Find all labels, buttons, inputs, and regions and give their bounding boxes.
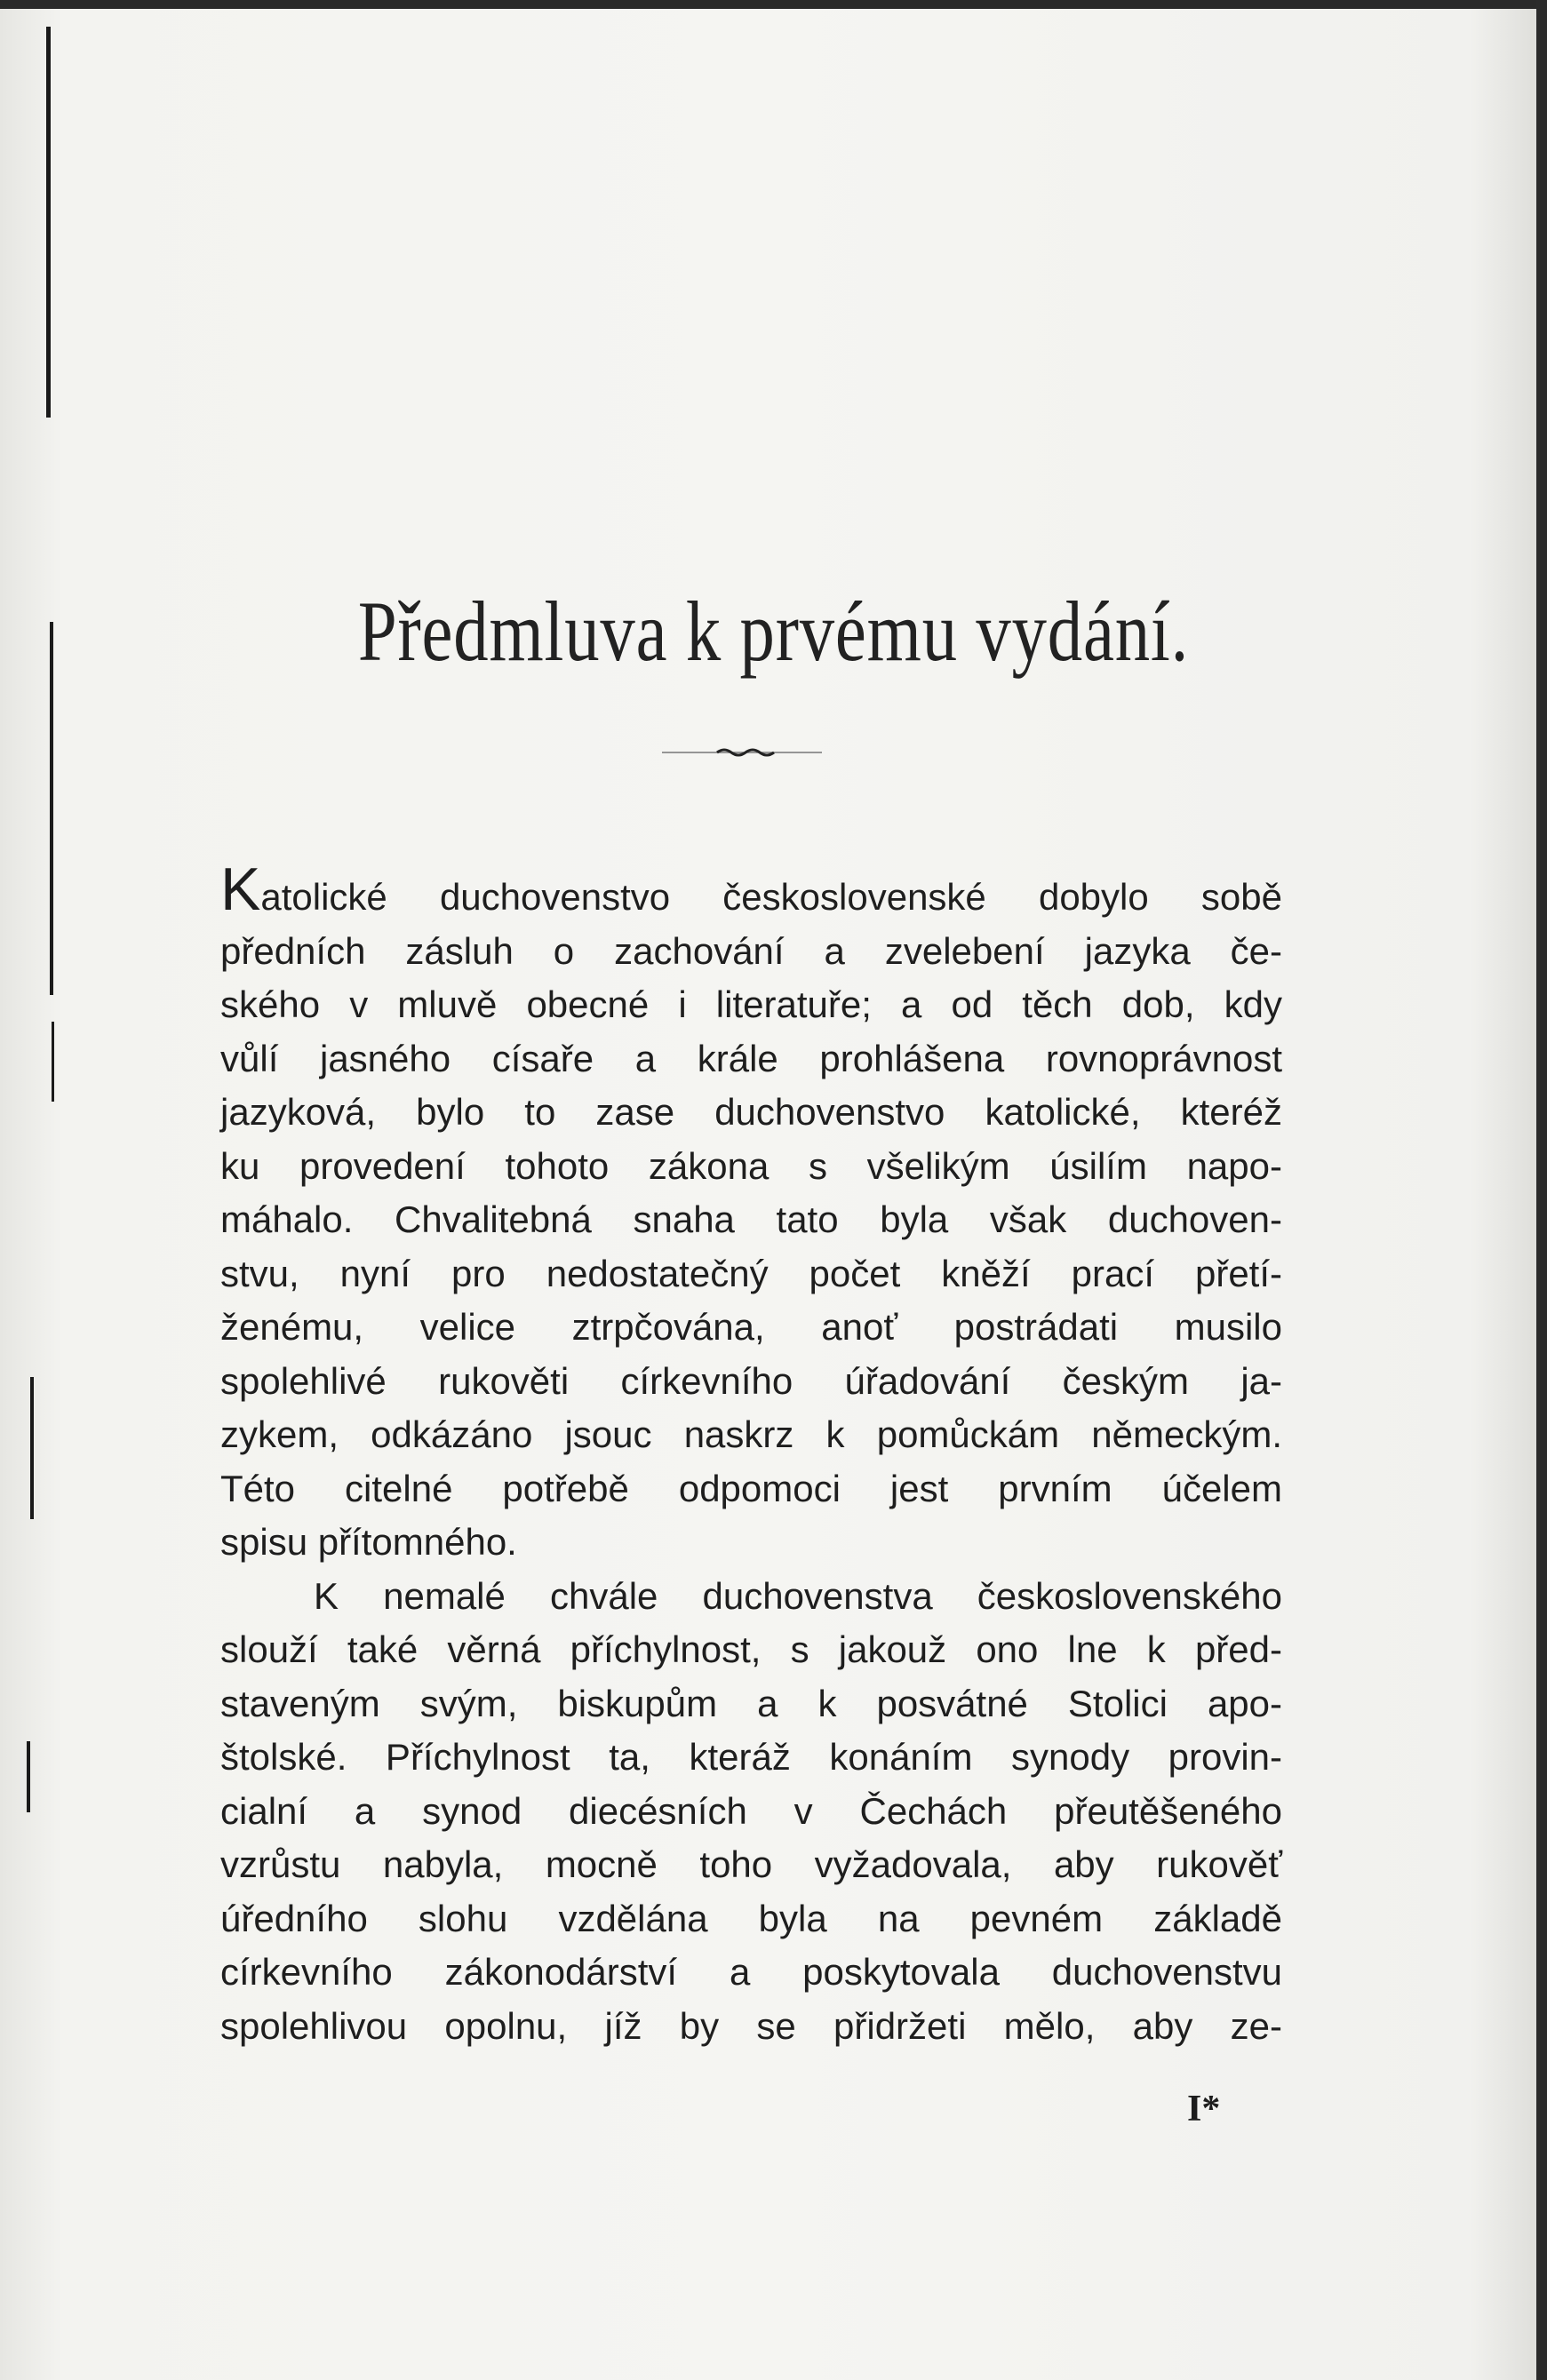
text-line: máhalo. Chvalitebná snaha tato byla však duchoven- xyxy=(220,1198,1282,1240)
scan-top-edge xyxy=(0,0,1547,9)
spine-mark xyxy=(30,1377,34,1519)
text-line: jazyková, bylo to zase duchovenstvo katolické, kteréž xyxy=(220,1091,1282,1133)
page-title: Předmluva k prvému vydání. xyxy=(357,584,1190,679)
text-line: zykem, odkázáno jsouc naskrz k pomůckám německým. xyxy=(220,1413,1282,1455)
text-line: staveným svým, biskupům a k posvátné Stolici apo- xyxy=(220,1682,1282,1724)
text-line: ženému, velice ztrpčována, anoť postrádati musilo xyxy=(220,1306,1282,1348)
text-line: cialní a synod diecésních v Čechách přeutěšeného xyxy=(220,1789,1282,1832)
spine-mark xyxy=(50,622,53,995)
text-line: ského v mluvě obecné i literatuře; a od těch dob, kdy xyxy=(220,983,1282,1025)
text-line: vůlí jasného císaře a krále prohlášena rovnoprávnost xyxy=(220,1037,1282,1079)
text-line: spolehlivou opolnu, jíž by se přidržeti mělo, aby ze- xyxy=(220,2004,1282,2047)
text-line: spolehlivé rukověti církevního úřadování českým ja- xyxy=(220,1359,1282,1402)
text-line: Katolické duchovenstvo československé dobylo sobě xyxy=(220,856,1282,923)
signature-mark: I* xyxy=(1187,2089,1221,2129)
text-line: předních zásluh o zachování a zvelebení jazyka če- xyxy=(220,929,1282,972)
text-line: štolské. Příchylnost ta, kteráž konáním synody provin- xyxy=(220,1736,1282,1778)
spine-mark xyxy=(52,1022,54,1102)
text-line: stvu, nyní pro nedostatečný počet kněží prací přetí- xyxy=(220,1252,1282,1294)
drop-cap: K xyxy=(220,856,261,923)
text-line: úředního slohu vzdělána byla na pevném základě xyxy=(220,1897,1282,1939)
spine-mark xyxy=(27,1741,30,1812)
text-line: ku provedení tohoto zákona s všelikým úsilím napo- xyxy=(220,1144,1282,1187)
divider-ornament-icon xyxy=(662,748,822,760)
text-line: K nemalé chvále duchovenstva československého xyxy=(314,1574,1282,1617)
text-line: vzrůstu nabyla, mocně toho vyžadovala, aby rukověť xyxy=(220,1843,1282,1885)
spine-mark xyxy=(46,27,51,418)
text-line: slouží také věrná příchylnost, s jakouž ono lne k před- xyxy=(220,1628,1282,1670)
text-line: Této citelné potřebě odpomoci jest prvním účelem xyxy=(220,1467,1282,1509)
text-line: spisu přítomného. xyxy=(220,1521,517,1563)
scan-right-edge xyxy=(1536,0,1547,2380)
body-text xyxy=(220,856,1282,2053)
text-line: církevního zákonodárství a poskytovala duchovenstvu xyxy=(220,1951,1282,1993)
